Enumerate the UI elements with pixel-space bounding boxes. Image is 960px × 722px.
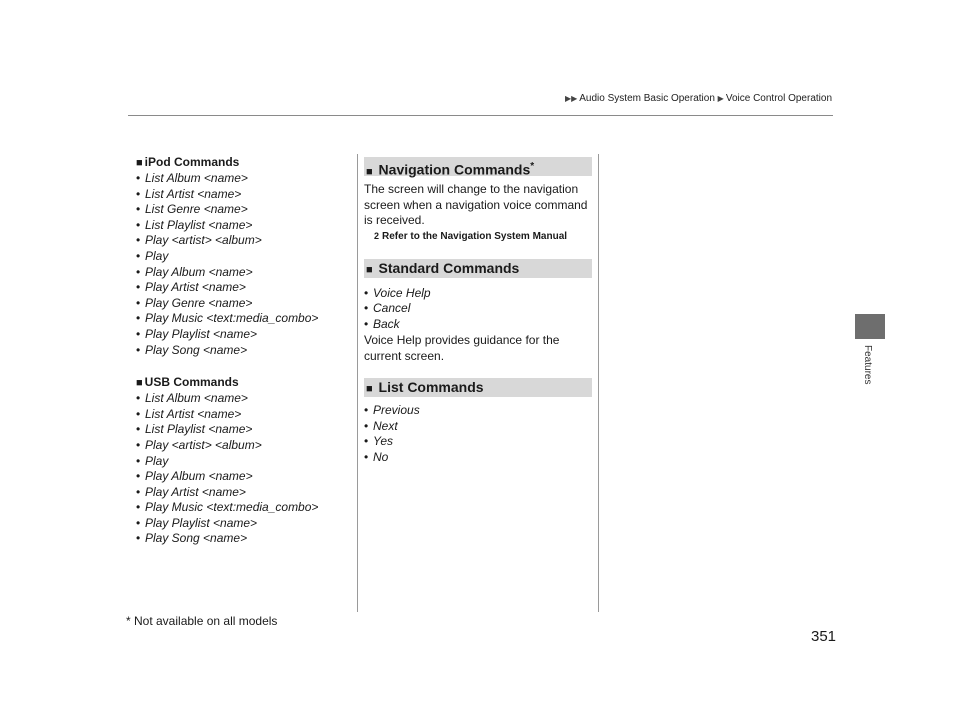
bullet-icon: •	[364, 450, 369, 465]
bullet-icon: •	[136, 531, 141, 546]
list-item	[136, 218, 346, 234]
list-commands-heading: ■ List Commands	[364, 378, 592, 397]
bullet-icon: •	[364, 316, 369, 331]
bullet-icon: •	[136, 311, 141, 326]
list-item	[136, 500, 346, 516]
command-text: Play Artist <name>	[145, 280, 246, 295]
command-text: Play Music <text:media_combo>	[145, 500, 319, 515]
command-text: List Artist <name>	[145, 186, 242, 201]
bullet-icon: •	[136, 484, 141, 499]
bullet-icon: •	[364, 285, 369, 300]
usb-commands-list	[136, 391, 346, 547]
breadcrumb	[565, 93, 832, 104]
list-commands-list	[364, 403, 592, 465]
command-text: Play Artist <name>	[145, 484, 246, 499]
bullet-icon: •	[136, 515, 141, 530]
list-item	[136, 407, 346, 423]
footnote: * Not available on all models	[126, 614, 278, 628]
square-bullet-icon: ■	[366, 383, 373, 396]
command-text: Play Album <name>	[145, 469, 253, 484]
breadcrumb-part-2[interactable]: Voice Control Operation	[725, 93, 832, 104]
bullet-icon: •	[136, 437, 141, 452]
navigation-commands-heading: ■ Navigation Commands*	[364, 157, 592, 176]
bullet-icon: •	[136, 391, 141, 406]
bullet-icon: •	[364, 301, 369, 316]
command-text: List Genre <name>	[145, 202, 248, 217]
ipod-commands-heading: ■ iPod Commands	[136, 155, 240, 169]
command-text: List Album <name>	[145, 171, 248, 185]
bullet-icon: •	[136, 342, 141, 357]
breadcrumb-part-1[interactable]: Audio System Basic Operation	[579, 93, 715, 104]
bullet-icon: •	[136, 326, 141, 341]
bullet-icon: •	[136, 202, 141, 217]
list-item	[136, 233, 346, 249]
bullet-icon: •	[364, 418, 369, 433]
list-item	[136, 438, 346, 454]
command-text: Play Genre <name>	[145, 295, 253, 310]
list-item	[136, 516, 346, 532]
page-number: 351	[811, 628, 837, 645]
bullet-icon: •	[136, 422, 141, 437]
reference-text: Refer to the Navigation System Manual	[382, 230, 568, 242]
column-divider-right	[598, 154, 599, 612]
list-item	[364, 419, 592, 435]
list-item	[136, 454, 346, 470]
bullet-icon: •	[364, 403, 369, 418]
standard-description: Voice Help provides guidance for the current screen.	[364, 333, 560, 363]
list-item	[136, 249, 346, 265]
navigation-description: The screen will change to the navigation screen when a navigation voice command is received.	[364, 182, 588, 227]
command-text: List Artist <name>	[145, 406, 242, 421]
command-text: Play <artist> <album>	[145, 437, 262, 452]
standard-commands-list	[364, 286, 592, 333]
command-text: Play	[145, 248, 169, 263]
list-item	[364, 286, 592, 302]
section-tab	[855, 314, 885, 339]
list-item	[136, 469, 346, 485]
bullet-icon: •	[136, 217, 141, 232]
square-bullet-icon: ■	[366, 263, 373, 276]
command-text: Play Album <name>	[145, 264, 253, 279]
bullet-icon: •	[136, 248, 141, 263]
list-item	[136, 171, 346, 187]
bullet-icon: •	[136, 264, 141, 279]
command-text: Play <artist> <album>	[145, 233, 262, 248]
breadcrumb-arrow-icon: ▶▶	[564, 94, 578, 103]
command-text: Play Playlist <name>	[145, 326, 258, 341]
command-text: Next	[373, 418, 398, 433]
command-text: Play Music <text:media_combo>	[145, 311, 319, 326]
breadcrumb-separator-icon: ▶	[717, 94, 724, 103]
bullet-icon: •	[136, 233, 141, 248]
usb-commands-heading: ■ USB Commands	[136, 375, 239, 390]
list-item	[136, 280, 346, 296]
asterisk-mark: *	[530, 161, 535, 172]
section-label: Features	[862, 345, 873, 385]
list-item	[136, 327, 346, 343]
ipod-commands-list	[136, 171, 346, 358]
list-item	[136, 343, 346, 359]
command-text: Play Song <name>	[145, 342, 248, 357]
square-bullet-icon: ■	[136, 157, 143, 169]
list-item	[136, 485, 346, 501]
bullet-icon: •	[136, 171, 141, 185]
list-item	[136, 296, 346, 312]
command-text: Voice Help	[373, 285, 431, 300]
list-item	[364, 450, 592, 466]
list-item	[364, 317, 592, 333]
command-text: List Playlist <name>	[145, 217, 253, 232]
column-divider-left	[357, 154, 358, 612]
list-item	[364, 301, 592, 317]
list-item	[136, 187, 346, 203]
square-bullet-icon: ■	[366, 165, 373, 178]
bullet-icon: •	[136, 280, 141, 295]
command-text: Play Playlist <name>	[145, 515, 258, 530]
list-item	[136, 202, 346, 218]
command-text: Play Song <name>	[145, 531, 248, 546]
bullet-icon: •	[364, 434, 369, 449]
standard-commands-heading: ■ Standard Commands	[364, 259, 592, 278]
list-item	[136, 391, 346, 407]
command-text: Play	[145, 453, 169, 468]
list-item	[136, 531, 346, 547]
bullet-icon: •	[136, 500, 141, 515]
command-text: Cancel	[373, 301, 411, 316]
reference-icon: 2	[374, 230, 380, 241]
bullet-icon: •	[136, 406, 141, 421]
list-item	[364, 434, 592, 450]
list-item	[136, 265, 346, 281]
bullet-icon: •	[136, 295, 141, 310]
command-text: Yes	[373, 434, 394, 449]
header-rule	[128, 115, 833, 116]
navigation-reference[interactable]	[374, 231, 592, 242]
command-text: List Album <name>	[145, 391, 248, 406]
square-bullet-icon: ■	[136, 377, 143, 390]
bullet-icon: •	[136, 453, 141, 468]
list-item	[136, 311, 346, 327]
middle-column	[364, 157, 592, 466]
list-item	[364, 403, 592, 419]
command-text: Previous	[373, 403, 420, 418]
bullet-icon: •	[136, 469, 141, 484]
left-column	[136, 154, 346, 547]
list-item	[136, 422, 346, 438]
command-text: List Playlist <name>	[145, 422, 253, 437]
command-text: No	[373, 450, 389, 465]
command-text: Back	[373, 316, 400, 331]
bullet-icon: •	[136, 186, 141, 201]
